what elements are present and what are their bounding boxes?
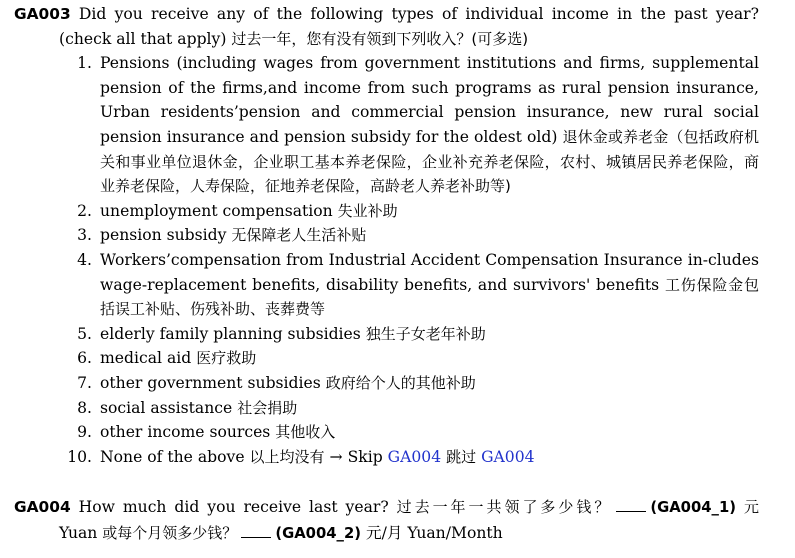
- option-item-9: [14, 420, 759, 445]
- option-text-en: pension subsidy: [100, 226, 227, 245]
- option-text-zh: 退休金或养老金（包括政府机关和事业单位退休金，企业职工基本养老保险，企业补充养老保险，农村、城镇居民养老保险，商业养老保险，人寿保险，征地养老保险，高龄老人养老补助等): [100, 127, 759, 196]
- option-text-en: Workers’compensation from Industrial Accident Compensation Insurance in-cludes wage-replacement benefits, disability benefits, and survivors' benefits: [100, 250, 759, 294]
- option-item-8: [14, 396, 759, 421]
- option-item-6: [14, 346, 759, 371]
- option-number: 8.: [77, 398, 92, 417]
- instruction-zh: 过去一年，您有没有领到下列收入？(可多选): [231, 29, 529, 48]
- question-text-zh: 过去一年一共领了多少钱？: [396, 498, 613, 516]
- option-number: 4.: [77, 250, 92, 269]
- option-text-zh: 政府给个人的其他补助: [325, 373, 476, 392]
- answer-blank-2[interactable]: [241, 525, 271, 538]
- option-text-en: unemployment compensation: [100, 201, 333, 220]
- option-text-zh: 其他收入: [275, 423, 336, 442]
- option-item-5: [14, 322, 759, 347]
- unit-monthly: 元/月 Yuan/Month: [366, 523, 503, 542]
- option-text-zh: 独生子女老年补助: [365, 324, 486, 343]
- option-item-3: [14, 223, 759, 248]
- option-item-10: [14, 445, 759, 470]
- option-text-en: other government subsidies: [100, 373, 321, 392]
- option-text-zh: 工伤保险金包括误工补贴、伤残补助、丧葬费等: [100, 275, 759, 319]
- skip-link-en[interactable]: GA004: [387, 447, 442, 466]
- option-text-zh: 医疗救助: [196, 349, 257, 368]
- question-line: [14, 2, 759, 27]
- option-text-en: Pensions (including wages from government institutions and firms, supplemental pension of the firms,and income from such programs as rural pension insurance, Urban residents’pension and commercial pension insurance, new rural social pension insurance and pension subsidy for the oldest old): [100, 54, 759, 146]
- option-item-4: [14, 248, 759, 322]
- option-number: 5.: [77, 324, 92, 343]
- answer-blank-1[interactable]: [616, 499, 646, 512]
- question-line: [14, 495, 759, 521]
- instruction-en: (check all that apply): [59, 29, 227, 48]
- question-ga004: [14, 495, 759, 546]
- option-text-en: other income sources: [100, 423, 271, 442]
- option-text-zh: 以上均没有: [249, 447, 325, 466]
- or-text-zh: 或每个月领多少钱？: [102, 523, 238, 542]
- option-text-en: social assistance: [100, 398, 233, 417]
- skip-label-zh: 跳过: [446, 447, 477, 466]
- option-number: 2.: [77, 201, 92, 220]
- option-number: 1.: [77, 54, 92, 73]
- skip-label: Skip: [347, 447, 383, 466]
- option-text-zh: 失业补助: [337, 201, 398, 220]
- options-list: [14, 51, 759, 469]
- option-item-1: [14, 51, 759, 199]
- option-text-en: medical aid: [100, 349, 192, 368]
- option-item-2: [14, 199, 759, 224]
- instruction: [14, 27, 759, 52]
- question-id: GA004: [14, 498, 71, 516]
- question-id: GA003: [14, 5, 71, 23]
- question-text: Did you receive any of the following types of individual income in the past year?: [78, 5, 759, 23]
- question-ga003: [14, 2, 759, 469]
- skip-link-zh[interactable]: GA004: [481, 447, 535, 466]
- question-text-en: How much did you receive last year?: [78, 498, 389, 516]
- unit-zh: 元: [743, 498, 759, 516]
- option-number: 7.: [77, 373, 92, 392]
- option-text-zh: 无保障老人生活补贴: [231, 226, 367, 245]
- option-number: 9.: [77, 423, 92, 442]
- variable-code-2: (GA004_2): [275, 524, 362, 542]
- variable-code-1: (GA004_1): [650, 499, 737, 516]
- option-number: 10.: [67, 447, 92, 466]
- option-number: 6.: [77, 349, 92, 368]
- option-text-en: None of the above: [100, 447, 245, 466]
- question-continuation: [14, 521, 759, 547]
- option-number: 3.: [77, 226, 92, 245]
- option-text-zh: 社会捐助: [237, 398, 298, 417]
- unit-en: Yuan: [59, 523, 98, 542]
- arrow-icon: →: [329, 447, 343, 466]
- option-item-7: [14, 371, 759, 396]
- option-text-en: elderly family planning subsidies: [100, 324, 361, 343]
